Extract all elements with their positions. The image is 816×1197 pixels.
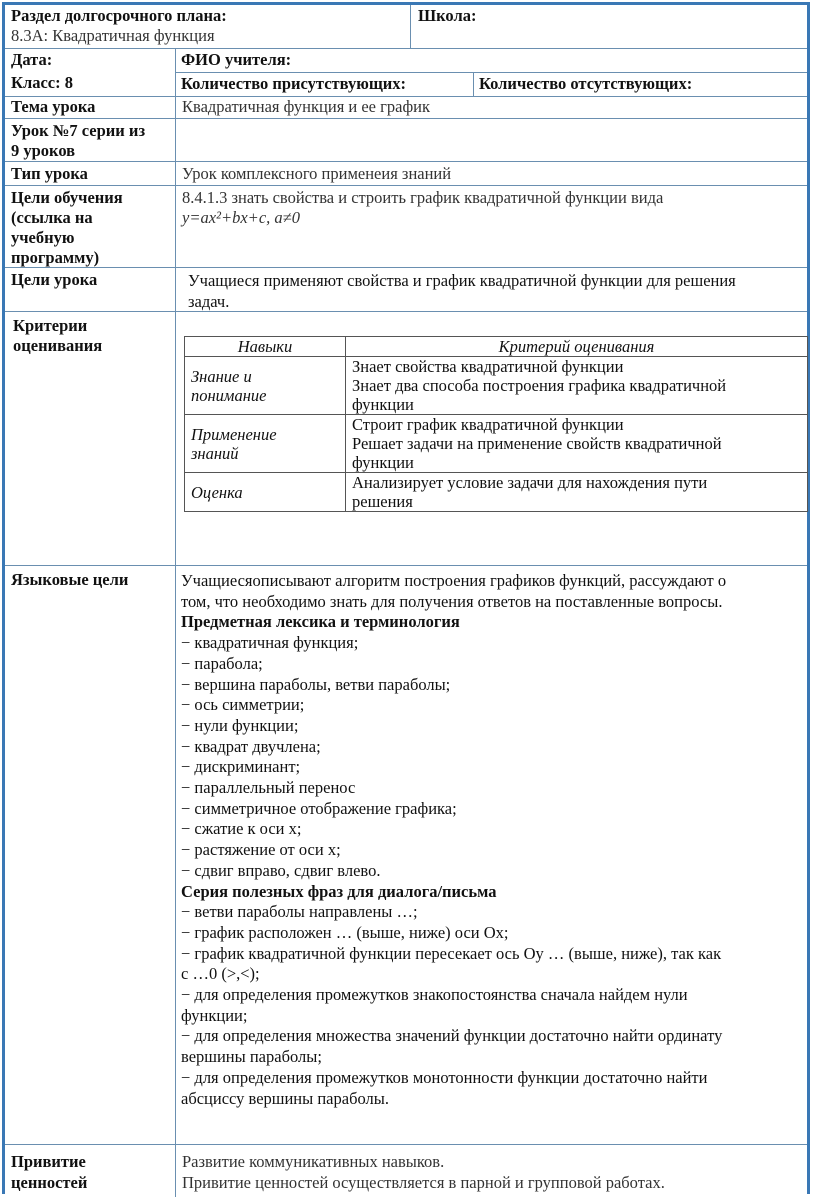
vocabulary-item: − нули функции;: [181, 715, 299, 735]
learning-goals-label-line: (ссылка на: [11, 208, 93, 227]
lesson-goals-text: задач.: [188, 292, 230, 311]
criterion-text: решения: [352, 492, 413, 511]
phrases-list: [181, 902, 811, 1109]
phrase-item: − для определения промежутков монотонности функции достаточно найти: [181, 1067, 708, 1087]
criteria-table-row: [185, 357, 808, 415]
section-cell: [5, 5, 410, 48]
language-goals-content: [181, 571, 811, 1109]
values-label-line: Привитие: [11, 1152, 86, 1171]
vocabulary-item: − параллельный перенос: [181, 778, 356, 798]
criteria-label: [5, 312, 175, 565]
vocabulary-item: − парабола;: [181, 653, 263, 673]
lesson-plan-document: [2, 2, 810, 1194]
section-label: Раздел долгосрочного плана:: [11, 6, 227, 25]
values-text: Развитие коммуникативных навыков.: [182, 1152, 445, 1171]
date-label: Дата:: [11, 50, 53, 69]
criterion-text: Знает свойства квадратичной функции: [352, 357, 624, 376]
phrase-item: функции;: [181, 1005, 248, 1025]
skill-text: Знание и: [191, 366, 252, 386]
phrase-item: абсциссу вершины параболы.: [181, 1088, 389, 1108]
class-label: Класс: 8: [11, 73, 73, 92]
phrase-item: − для определения промежутков знакопостоянства сначала найдем нули: [181, 985, 688, 1005]
skill-cell: [185, 473, 346, 512]
phrases-heading: Серия полезных фраз для диалога/письма: [181, 881, 497, 901]
criteria-label-line: оценивания: [13, 336, 103, 355]
lesson-number-label-line: 9 уроков: [11, 141, 76, 160]
skill-text: понимание: [191, 385, 267, 405]
date-class-row: [5, 49, 807, 97]
learning-goals-label-line: Цели обучения: [11, 188, 123, 207]
vocabulary-item: − квадрат двучлена;: [181, 736, 321, 756]
topic-value: Квадратичная функция и ее график: [175, 97, 807, 118]
criterion-text: функции: [352, 453, 414, 472]
phrase-item: − ветви параболы направлены …;: [181, 902, 418, 922]
language-goals-intro: том, что необходимо знать для получения ответов на поставленные вопросы.: [181, 591, 723, 611]
criterion-text: Анализирует условие задачи для нахождения пути: [352, 473, 708, 492]
criterion-text: Решает задачи на применение свойств квадратичной: [352, 434, 722, 453]
skill-text: Оценка: [191, 482, 243, 502]
values-label: [5, 1145, 175, 1197]
vocabulary-item: − дискриминант;: [181, 757, 301, 777]
lesson-number-row: [5, 119, 807, 162]
topic-label: Тема урока: [11, 97, 96, 116]
phrase-item: − график расположен … (выше, ниже) оси Ох;: [181, 922, 509, 942]
school-field: Школа:: [418, 6, 477, 25]
criteria-table-row: [185, 473, 808, 512]
criteria-table: [184, 336, 808, 512]
criterion-cell: [346, 473, 808, 512]
vocabulary-item: − растяжение от оси х;: [181, 840, 341, 860]
section-row: [5, 5, 807, 49]
learning-goals-label-line: программу): [11, 248, 100, 267]
language-goals-label: Языковые цели: [11, 570, 129, 589]
values-label-line: ценностей: [11, 1173, 88, 1192]
learning-goals-label-line: учебную: [11, 228, 75, 247]
vocabulary-item: − вершина параболы, ветви параболы;: [181, 674, 451, 694]
vocabulary-heading: Предметная лексика и терминология: [181, 612, 460, 632]
skill-cell: [185, 357, 346, 415]
lesson-goals-label: Цели урока: [11, 270, 98, 289]
lesson-goals-text: Учащиеся применяют свойства и график квадратичной функции для решения: [188, 271, 736, 290]
absent-count-field: Количество отсутствующих:: [479, 74, 693, 93]
phrase-item: − для определения множества значений функции достаточно найти ординату: [181, 1026, 723, 1046]
vocabulary-item: − ось симметрии;: [181, 695, 305, 715]
values-text: Привитие ценностей осуществляется в парной и групповой работах.: [182, 1173, 665, 1192]
phrase-item: − график квадратичной функции пересекает ось Оу … (выше, ниже), так как: [181, 943, 722, 963]
vocabulary-list: [181, 633, 811, 881]
criteria-table-row: [185, 415, 808, 473]
criterion-text: функции: [352, 395, 414, 414]
criterion-cell: [346, 415, 808, 473]
values-value: [175, 1145, 807, 1197]
skill-text: знаний: [191, 443, 239, 463]
learning-goal-text: 8.4.1.3 знать свойства и строить график квадратичной функции вида: [182, 188, 664, 207]
section-value: 8.3А: Квадратичная функция: [11, 26, 215, 45]
teacher-field: ФИО учителя:: [181, 50, 292, 69]
date-class-cell: [5, 49, 175, 96]
lesson-type-value: Урок комплексного применеия знаний: [175, 162, 807, 185]
skills-header: Навыки: [185, 337, 346, 357]
learning-goals-label: [5, 186, 175, 267]
phrase-item: вершины параболы;: [181, 1047, 322, 1067]
skill-cell: [185, 415, 346, 473]
lesson-number-label-line: Урок №7 серии из: [11, 121, 146, 140]
criterion-text: Строит график квадратичной функции: [352, 415, 624, 434]
skill-text: Применение: [191, 424, 277, 444]
lesson-type-label: Тип урока: [11, 164, 88, 183]
criteria-label-line: Критерии: [13, 316, 88, 335]
vocabulary-item: − квадратичная функция;: [181, 633, 359, 653]
criterion-cell: [346, 357, 808, 415]
phrase-item: с …0 (>,<);: [181, 964, 260, 984]
criteria-header: Критерий оценивания: [346, 337, 808, 357]
quadratic-formula: y=ax²+bx+c, a≠0: [182, 208, 300, 227]
learning-goals-row: [5, 186, 807, 268]
language-goals-intro: Учащиесяописывают алгоритм построения графиков функций, рассуждают о: [181, 571, 727, 590]
topic-row: [5, 97, 807, 119]
lesson-number-label: [5, 119, 175, 161]
criteria-table-header: [185, 337, 808, 357]
learning-goals-value: [175, 186, 807, 267]
lesson-number-value: [175, 119, 807, 161]
vocabulary-item: − сжатие к оси х;: [181, 819, 302, 839]
vocabulary-item: − симметричное отображение графика;: [181, 798, 457, 818]
present-count-field: Количество присутствующих:: [181, 74, 407, 93]
values-row: [5, 1145, 807, 1197]
vocabulary-item: − сдвиг вправо, сдвиг влево.: [181, 860, 381, 880]
criterion-text: Знает два способа построения графика квадратичной: [352, 376, 727, 395]
lesson-goals-row: [5, 268, 807, 312]
lesson-type-row: [5, 162, 807, 186]
lesson-goals-value: [175, 268, 807, 311]
